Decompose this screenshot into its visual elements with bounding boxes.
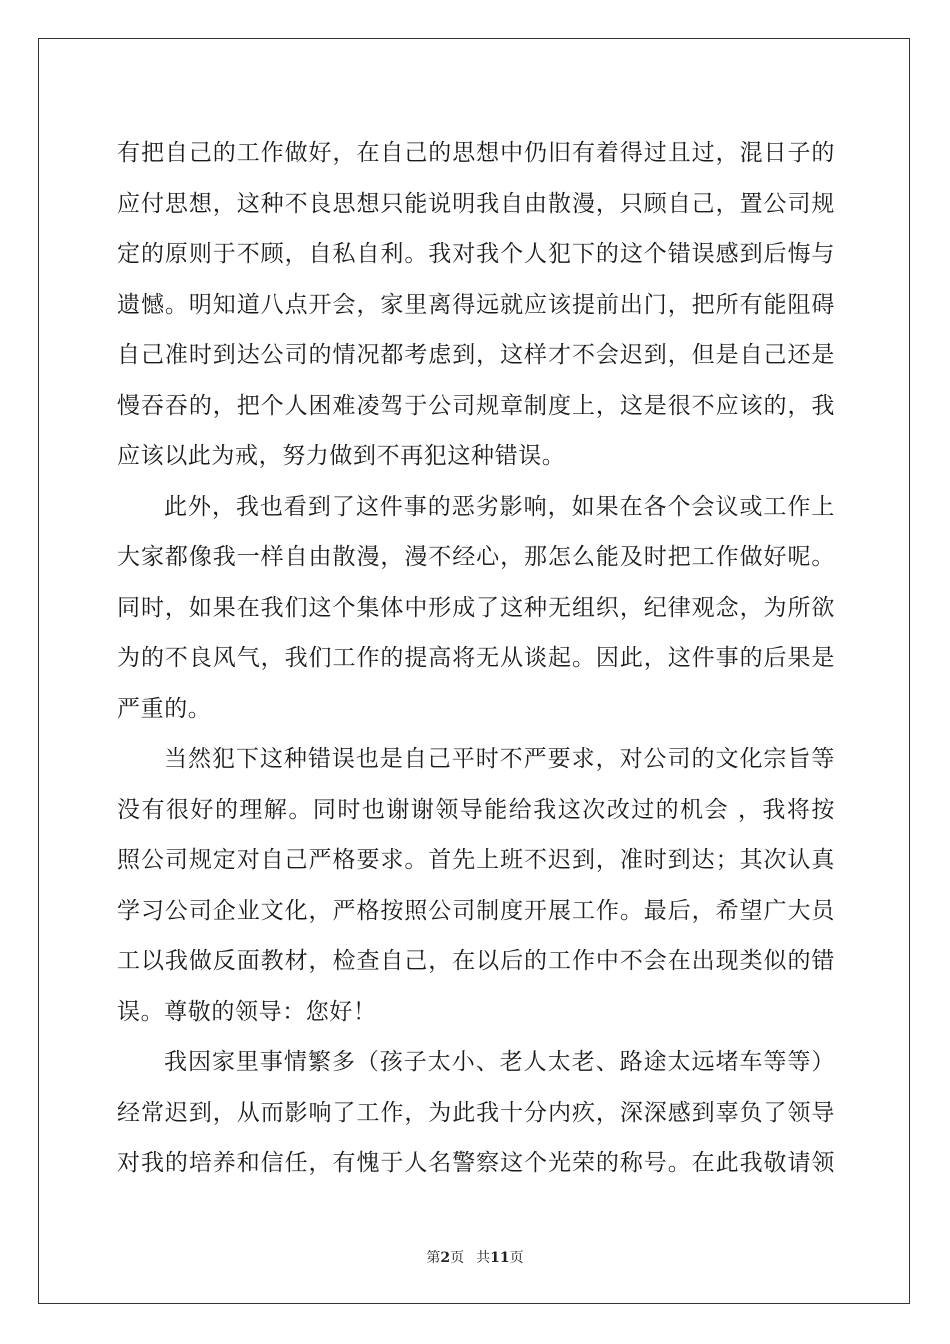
document-body xyxy=(117,128,835,1189)
text-line: 严重的。 xyxy=(117,695,212,722)
text-line: 为的不良风气，我们工作的提高将无从谈起。因此，这件事的后果是 xyxy=(117,645,835,671)
text-line: 我因家里事情繁多（孩子太小、老人太老、路途太远堵车等等） xyxy=(164,1049,835,1075)
text-line: 同时，如果在我们这个集体中形成了这种无组织，纪律观念，为所欲 xyxy=(117,594,835,621)
text-line: 工以我做反面教材，检查自己，在以后的工作中不会在出现类似的错 xyxy=(117,948,835,974)
text-line: 定的原则于不顾，自私自利。我对我个人犯下的这个错误感到后悔与 xyxy=(117,241,835,267)
text-line: 有把自己的工作做好，在自己的思想中仍旧有着得过且过，混日子的 xyxy=(117,140,835,166)
page-footer xyxy=(0,1247,950,1267)
text-line: 慢吞吞的，把个人困难凌驾于公司规章制度上，这是很不应该的，我 xyxy=(117,392,835,419)
footer-total-prefix: 共 xyxy=(476,1250,491,1266)
footer-page-suffix: 页 xyxy=(450,1250,465,1266)
text-line: 学习公司企业文化，严格按照公司制度开展工作。最后，希望广大员 xyxy=(117,897,835,924)
footer-total-pages: 11 xyxy=(490,1250,510,1266)
text-line: 照公司规定对自己严格要求。首先上班不迟到，准时到达；其次认真 xyxy=(117,847,835,873)
text-line: 误。尊敬的领导：您好！ xyxy=(117,998,377,1025)
text-line: 大家都像我一样自由散漫，漫不经心，那怎么能及时把工作做好呢。 xyxy=(117,544,835,570)
text-line: 经常迟到，从而影响了工作，为此我十分内疚，深深感到辜负了领导 xyxy=(117,1099,835,1126)
text-line: 当然犯下这种错误也是自己平时不严要求，对公司的文化宗旨等 xyxy=(164,746,835,772)
text-line: 应付思想，这种不良思想只能说明我自由散漫，只顾自己，置公司规 xyxy=(117,190,835,217)
footer-total-suffix: 页 xyxy=(509,1250,524,1266)
text-line: 应该以此为戒，努力做到不再犯这种错误。 xyxy=(117,443,566,469)
text-line: 自己准时到达公司的情况都考虑到，这样才不会迟到，但是自己还是 xyxy=(117,342,835,368)
text-line: 遗憾。明知道八点开会，家里离得远就应该提前出门，把所有能阻碍 xyxy=(117,291,835,318)
text-line: 此外，我也看到了这件事的恶劣影响，如果在各个会议或工作上 xyxy=(164,493,835,520)
footer-page-number: 2 xyxy=(440,1250,451,1266)
text-line: 没有很好的理解。同时也谢谢领导能给我这次改过的机会 ，我将按 xyxy=(117,796,835,823)
footer-page-prefix: 第 xyxy=(426,1250,441,1266)
text-line: 对我的培养和信任，有愧于人名警察这个光荣的称号。在此我敬请领 xyxy=(117,1150,835,1176)
